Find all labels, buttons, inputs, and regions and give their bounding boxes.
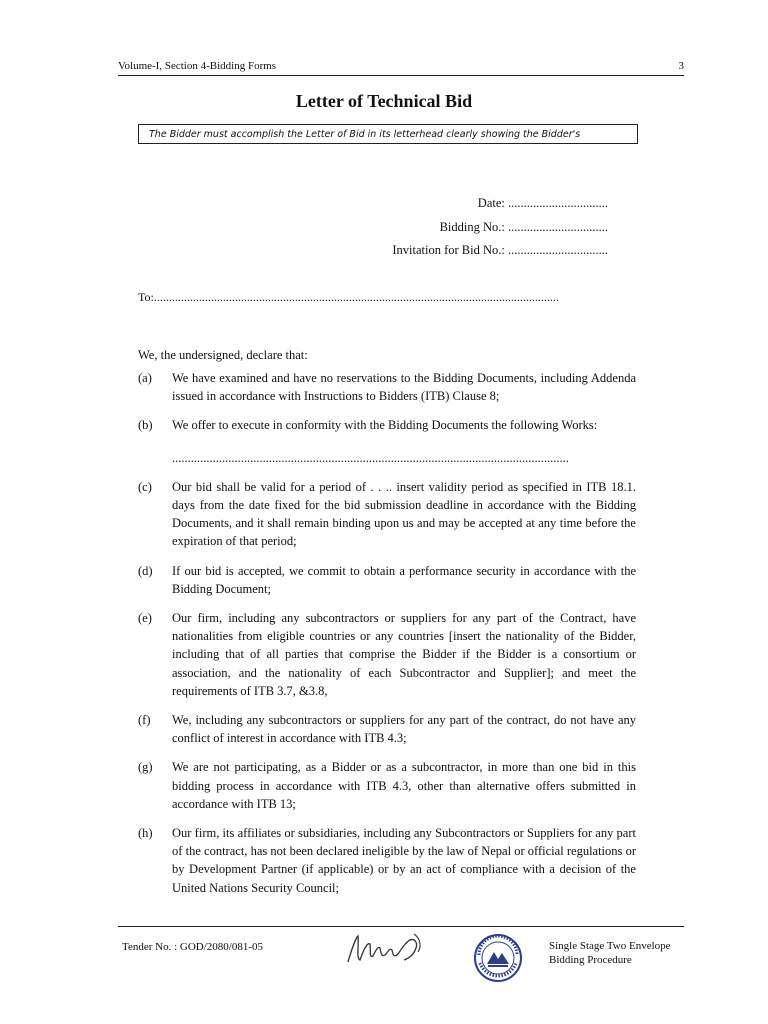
item-text: We are not participating, as a Bidder or as a subcontractor, in more than one bid in this bidding process in accordance with ITB 4.3, other than alternative offers submitted in accordance with ITB 13;	[172, 760, 636, 811]
tender-number: Tender No. : GOD/2080/081-05	[122, 941, 263, 953]
item-label: (a)	[138, 371, 152, 385]
bidding-no-field: Bidding No.: ................................	[439, 220, 608, 234]
item-label: (d)	[138, 563, 153, 578]
list-item	[138, 369, 636, 405]
header-divider	[118, 75, 684, 76]
item-text: We, including any subcontractors or suppliers for any part of the contract, do not have any conflict of interest in accordance with ITB 4.3;	[172, 713, 636, 746]
declaration-intro: We, the undersigned, declare that:	[138, 348, 308, 362]
item-text: Our firm, including any subcontractors or suppliers for any part of the Contract, have nationalities from eligible countries or any countries [insert the nationality of the Bidder, including that of all parties that comprise the Bidder if the Bidder is a consortium or association, and the nationality of each Subcontractor and Supplier]; and meet the requirements of ITB 3.7, &3.8,	[172, 611, 636, 698]
list-item	[138, 711, 636, 747]
item-text: If our bid is accepted, we commit to obtain a performance security in accordance with the Bidding Document;	[172, 563, 636, 596]
signature-icon	[344, 928, 424, 972]
item-text: Our bid shall be valid for a period of . . .. insert validity period as specified in ITB 18.1. days from the date fixed for the bid submission deadline in accordance with the Bidding Documents, and it shall remain binding upon us and may be accepted at any time before the expiration of that period;	[172, 479, 636, 549]
invitation-field: Invitation for Bid No.: ................................	[392, 243, 608, 257]
list-item	[138, 416, 636, 466]
declaration-list	[138, 369, 636, 908]
footer-divider	[118, 926, 684, 927]
seal-icon	[473, 933, 523, 983]
item-label: (g)	[138, 760, 153, 775]
page-number: 3	[678, 60, 684, 72]
item-label: (h)	[138, 826, 153, 841]
header-section: Volume-I, Section 4-Bidding Forms	[118, 60, 277, 72]
list-item	[138, 609, 636, 700]
item-label: (e)	[138, 611, 152, 626]
item-text	[172, 416, 636, 466]
works-dotted-line: ...............................................................................................................................	[172, 450, 569, 465]
procedure-line-2: Bidding Procedure	[549, 954, 632, 966]
list-item	[138, 562, 636, 598]
item-text-main: We offer to execute in conformity with the Bidding Documents the following Works:	[172, 418, 598, 433]
item-label: (b)	[138, 418, 153, 433]
to-field: To:.......................................................................................................................................	[138, 290, 559, 304]
item-text: We have examined and have no reservations to the Bidding Documents, including Addenda issued in accordance with Instructions to Bidders (ITB) Clause 8;	[172, 371, 636, 404]
item-label: (c)	[138, 479, 152, 494]
page-header	[118, 60, 684, 72]
list-item	[138, 478, 636, 551]
bidding-procedure	[549, 939, 671, 967]
procedure-line-1: Single Stage Two Envelope	[549, 940, 671, 952]
date-field: Date: ................................	[477, 196, 608, 210]
item-text: Our firm, its affiliates or subsidiaries, including any Subcontractors or Suppliers for any part of the contract, has not been declared ineligible by the law of Nepal or official regulations or by Development Partner (if applicable) or by an act of compliance with a decision of the United Nations Security Council;	[172, 826, 636, 895]
list-item	[138, 824, 636, 897]
page-title: Letter of Technical Bid	[295, 91, 473, 111]
item-label: (f)	[138, 713, 151, 728]
list-item	[138, 758, 636, 813]
instruction-note: The Bidder must accomplish the Letter of Bid in its letterhead clearly showing the Bidder's	[138, 124, 638, 144]
